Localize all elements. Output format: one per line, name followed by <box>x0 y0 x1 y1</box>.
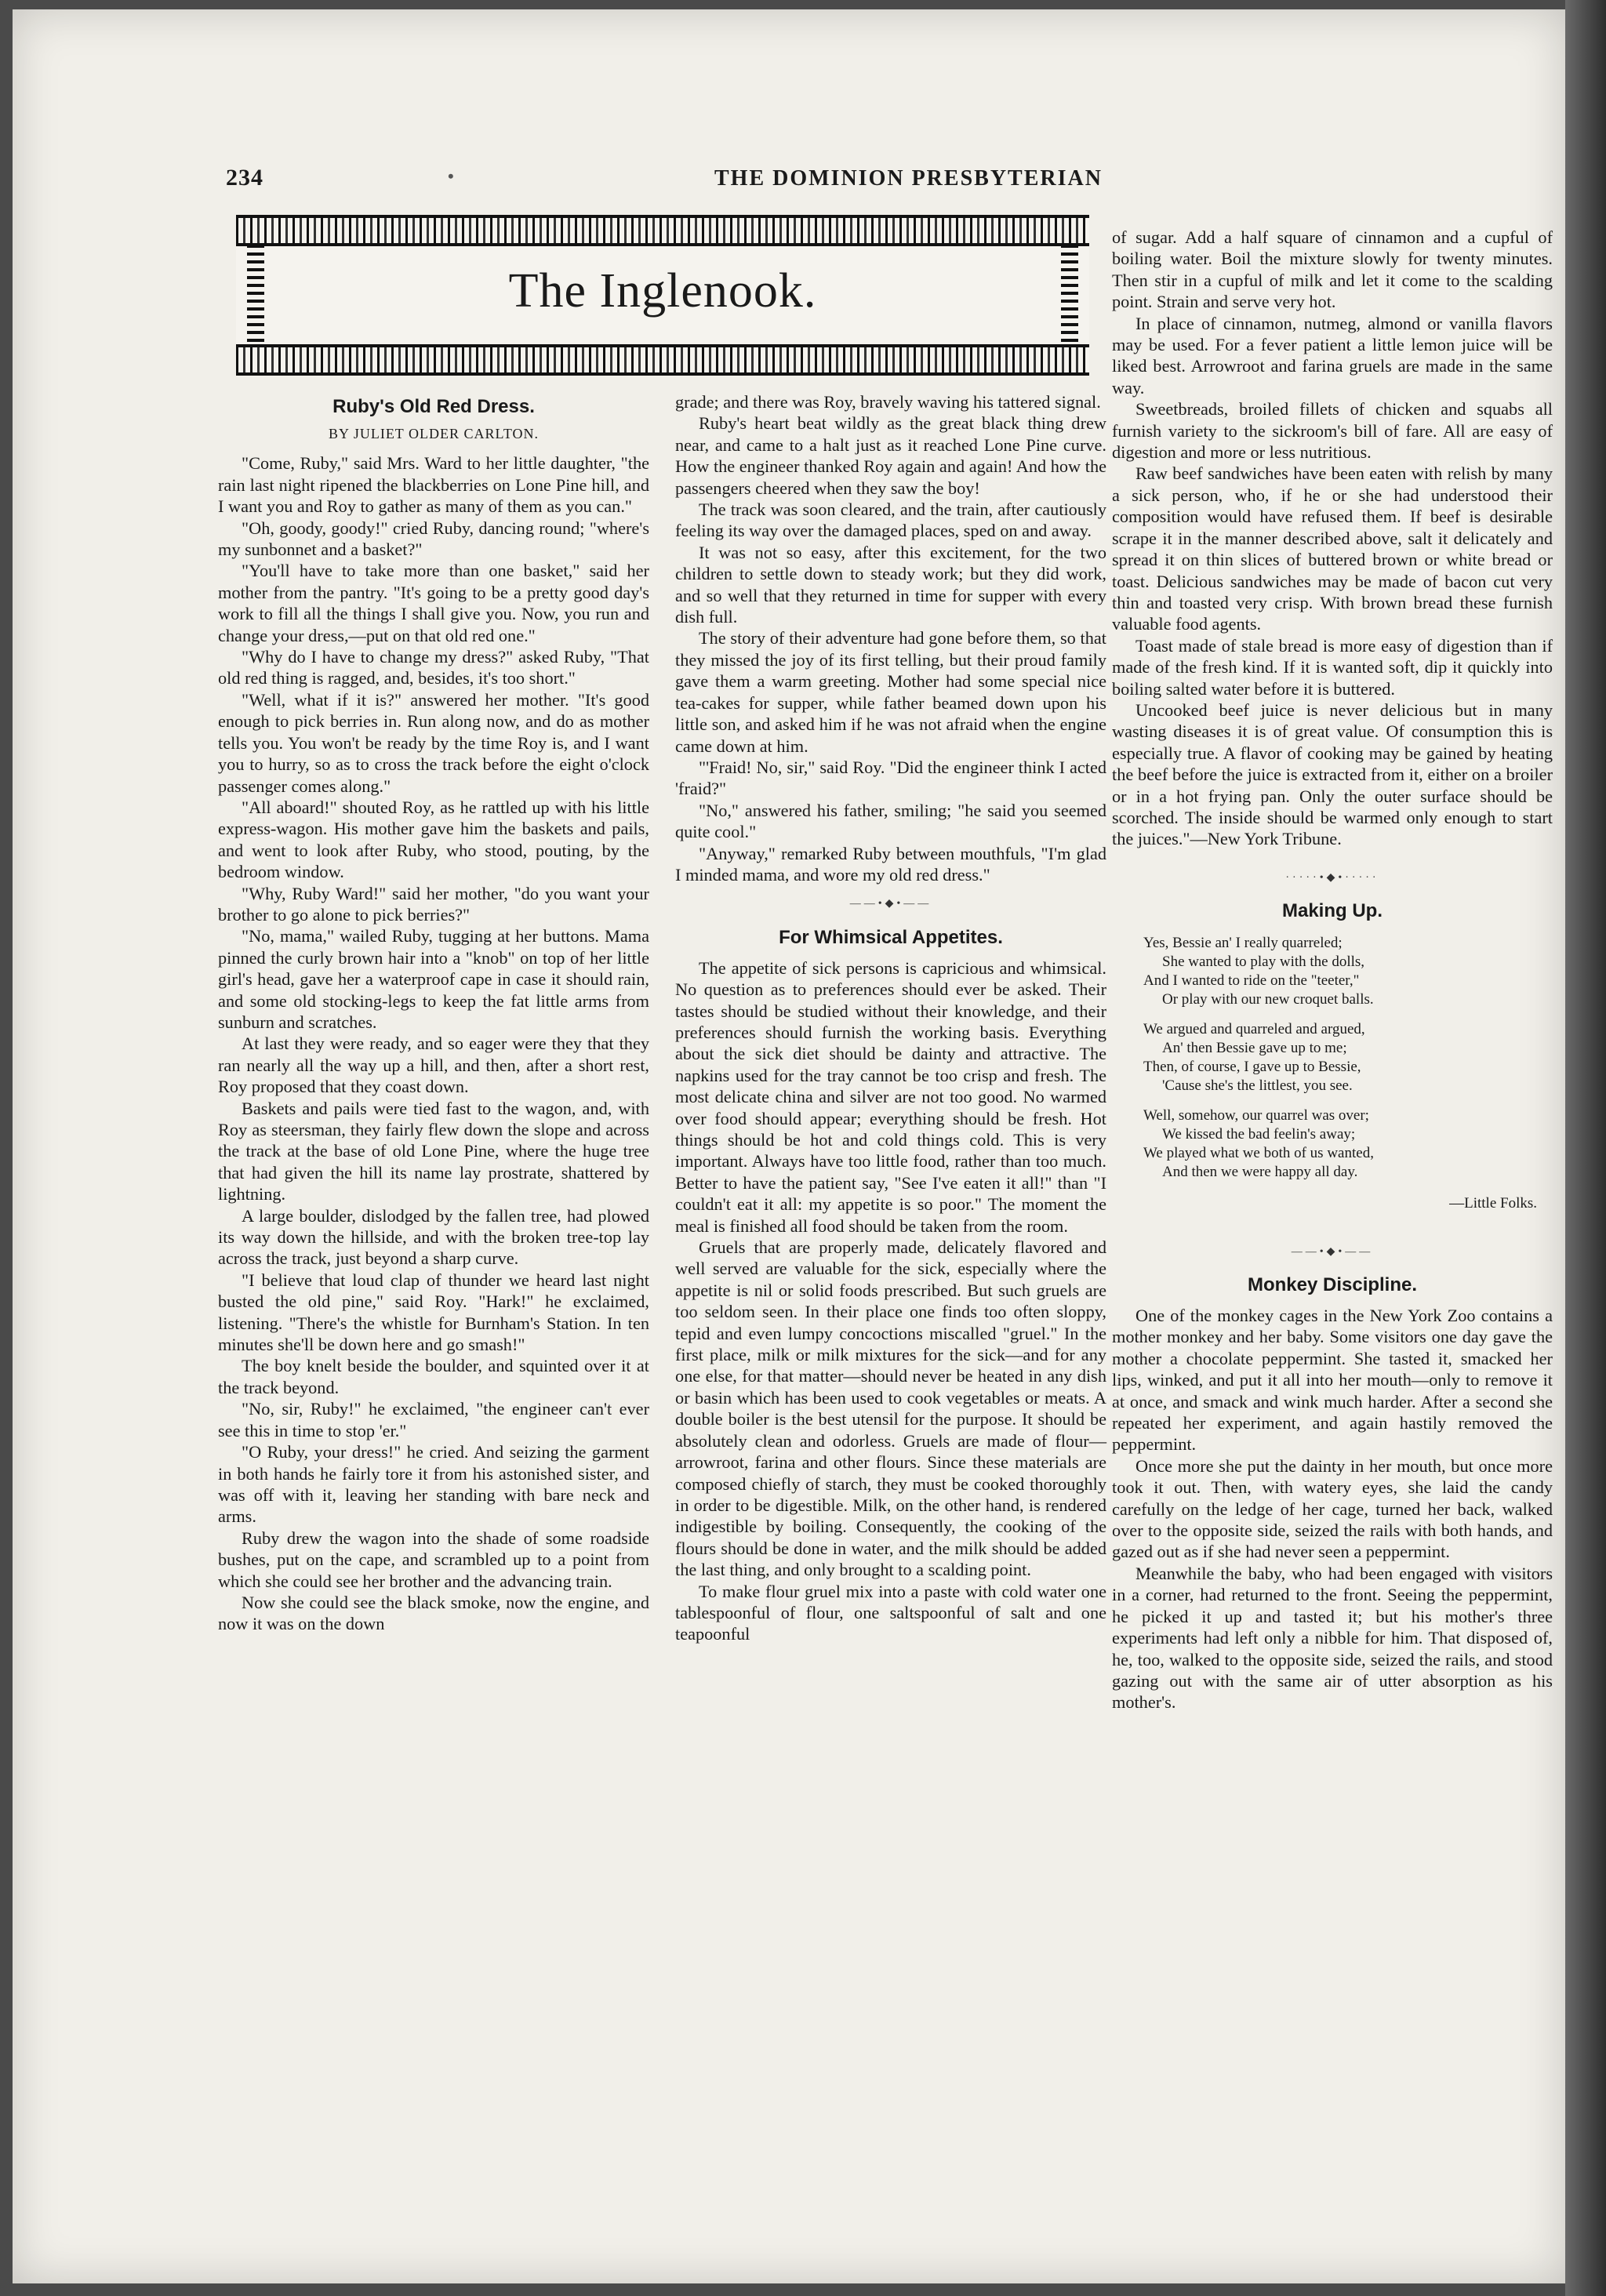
paragraph: The appetite of sick persons is capricious and whimsical. No question as to preferences should ever be asked. Their tastes should be studied without their knowledge, and their preferences should furnish the working basis. Everything about the sick diet should be dainty and attractive. The napkins used for the tray cannot be too crisp and fresh. The most delicate china and silver are not too good. No warmed over food should appear; everything should be fresh. Hot things should be hot and cold things cold. This is very important. Always have too little food, rather than too much. Better to have the patient say, "See I've eaten it all!" than "I couldn't eat it all: my appetite is so poor." The moment the meal is finished all food should be taken from the room. <box>675 957 1106 1236</box>
section-divider: ——•◆•—— <box>1291 1245 1374 1258</box>
page-edge-shadow <box>1565 0 1606 2296</box>
paragraph: "You'll have to take more than one basket," said her mother from the pantry. "It's going to be a pretty good day's work to fill all the things I shall give you. Now, you run and change your dress,—put on that old red one." <box>218 561 649 645</box>
paragraph: Raw beef sandwiches have been eaten with relish by many a sick person, who, if he or she had understood their composition would have refused them. If beef is desirable scrape it in the manner described above, salt it delicately and spread it on thin slices of buttered brown or white bread or toast. Delicious sandwiches may be made of bacon cut very thin and toasted very crisp. With brown bread these furnish valuable food agents. <box>1112 463 1553 634</box>
paragraph: Gruels that are properly made, delicately flavored and well served are valuable for the sick, especially where the appetite is nil or solid foods prescribed. But such gruels are too seldom seen. In their place one finds too often sloppy, tepid and even lumpy concoctions miscalled "gruel." In the first place, milk or milk mixtures for the sick—and for any one else, for that matter—should never be heated in any dish or basin which has been used to cook vegetables or meats. A double boiler is the best utensil for the purpose. It should be absolutely clean and odorless. Gruels are made of flour—arrowroot, farina and other flours. Since these materials are composed chiefly of starch, they must be cooked thoroughly in order to be digestible. Milk, on the other hand, is rendered indigestible by boiling. Consequently, the cooking of the flours should be done in water, and the milk should be added the last thing, and only brought to a scalding point. <box>675 1237 1106 1580</box>
article-title-monkey-discipline: Monkey Discipline. <box>1247 1274 1418 1295</box>
poem-line: Or play with our new croquet balls. <box>1162 991 1374 1008</box>
article-body-continued <box>675 391 1106 885</box>
column-3 <box>1112 227 1553 1713</box>
column-1 <box>218 395 649 1635</box>
paragraph: "O Ruby, your dress!" he cried. And seizing the garment in both hands he fairly tore it from his astonished sister, and was off with it, leaving her standing with bare neck and arms. <box>218 1442 649 1527</box>
page-header <box>13 165 1581 196</box>
paragraph: "No," answered his father, smiling; "he said you seemed quite cool." <box>675 800 1106 842</box>
article-body-appetites-continued <box>1112 227 1553 850</box>
paragraph: One of the monkey cages in the New York Zoo contains a mother monkey and her baby. Some visitors one day gave the mother a chocolate peppermint. She tasted it, smacked her lips, winked, and put it all into her mouth—only to remove it at once, and smack and wink much harder. After a second she repeated her experiment, and again hastily removed the peppermint. <box>1112 1306 1553 1455</box>
column-2 <box>675 391 1106 1645</box>
paragraph: A large boulder, dislodged by the fallen tree, had plowed its way down the hillside, and with the broken tree-top lay across the track, just beyond a sharp curve. <box>218 1205 649 1269</box>
paragraph: of sugar. Add a half square of cinnamon and a cupful of boiling water. Boil the mixture slowly for twenty minutes. Then stir in a cupful of milk and let it come to the scalding point. Strain and serve very hot. <box>1112 227 1553 312</box>
article-body <box>218 452 649 1634</box>
paragraph: "Anyway," remarked Ruby between mouthfuls, "I'm glad I minded mama, and wore my old red dress." <box>675 843 1106 885</box>
paragraph: "No, mama," wailed Ruby, tugging at her buttons. Mama pinned the curly brown hair into a "knob" on top of her little girl's head, gave her a waterproof cape in case it should rain, and some old stocking-legs to keep the fat little arms from sunburn and scratches. <box>218 926 649 1032</box>
poem-line: We played what we both of us wanted, <box>1143 1145 1374 1162</box>
paragraph: Now she could see the black smoke, now the engine, and now it was on the down <box>218 1592 649 1634</box>
paragraph: The story of their adventure had gone before them, so that they missed the joy of its first telling, but their proud family gave them a warm greeting. Mother had some special nice tea-cakes for supper, while father beamed down upon his little son, and asked him if he was not afraid when the engine came down at him. <box>675 628 1106 756</box>
paragraph: In place of cinnamon, nutmeg, almond or vanilla flavors may be used. For a fever patient a little lemon juice will be liked best. Arrowroot and farina gruels are made in the same way. <box>1112 313 1553 398</box>
paragraph: Baskets and pails were tied fast to the wagon, and, with Roy as steersman, they fairly flew down the slope and across the track at the base of old Lone Pine, where the huge tree that had given the hill its name lay prostrate, shattered by lightning. <box>218 1098 649 1204</box>
section-divider: ·····•◆•····· <box>1285 871 1379 884</box>
poem-line: Well, somehow, our quarrel was over; <box>1143 1107 1369 1124</box>
paragraph: "Why, Ruby Ward!" said her mother, "do you want your brother to go alone to pick berries?" <box>218 883 649 925</box>
poem-line: And I wanted to ride on the "teeter," <box>1143 972 1360 990</box>
ornamental-border-top <box>236 215 1089 246</box>
article-byline: BY JULIET OLDER CARLTON. <box>328 426 539 441</box>
poem-title-making-up: Making Up. <box>1281 900 1383 922</box>
paragraph: "I believe that loud clap of thunder we heard last night busted the old pine," said Roy. "Hark!" he exclaimed, listening. "There's the whistle for Burnham's Station. In ten minutes she'll be down here and go smash!" <box>218 1270 649 1355</box>
article-title-rubys-old-red-dress: Ruby's Old Red Dress. <box>332 396 535 417</box>
section-banner <box>236 215 1089 376</box>
journal-title: THE DOMINION PRESBYTERIAN <box>714 166 1103 191</box>
paragraph: The boy knelt beside the boulder, and squinted over it at the track beyond. <box>218 1356 649 1397</box>
paragraph: Toast made of stale bread is more easy of digestion than if made of the fresh kind. If it is wanted soft, dip it quickly into boiling salted water before it is buttered. <box>1112 635 1553 699</box>
poem-stanza <box>1143 1106 1553 1182</box>
paragraph: "'Fraid! No, sir," said Roy. "Did the engineer think I acted 'fraid?" <box>675 757 1106 799</box>
poem-line: She wanted to play with the dolls, <box>1162 954 1365 971</box>
header-dot: • <box>448 166 454 186</box>
paragraph: The track was soon cleared, and the train, after cautiously feeling its way over the damaged places, sped on and away. <box>675 500 1106 541</box>
poem-stanza <box>1143 1020 1553 1095</box>
article-body-appetites <box>675 957 1106 1645</box>
poem-line: We argued and quarreled and argued, <box>1143 1021 1365 1038</box>
poem-line: We kissed the bad feelin's away; <box>1162 1126 1356 1143</box>
paragraph: Ruby's heart beat wildly as the great black thing drew near, and came to a halt just as it reached Lone Pine curve. How the engineer thanked Roy again and again! And how the passengers cheered when they saw the boy! <box>675 413 1106 498</box>
paragraph: grade; and there was Roy, bravely waving his tattered signal. <box>675 392 1101 412</box>
paragraph: "Well, what if it is?" answered her mother. "It's good enough to pick berries in. Run along now, and do as mother tells you. You won't be ready by the time Roy is, and I want you to hurry, so as to cross the track before the eight o'clock passenger comes along." <box>218 689 649 796</box>
poem-line: And then we were happy all day. <box>1162 1164 1358 1181</box>
article-body-monkey <box>1112 1305 1553 1713</box>
paragraph: "Oh, goody, goody!" cried Ruby, dancing round; "where's my sunbonnet and a basket?" <box>218 518 649 560</box>
poem-line: Then, of course, I gave up to Bessie, <box>1143 1059 1361 1076</box>
paragraph: To make flour gruel mix into a paste with cold water one tablespoonful of flour, one saltspoonful of salt and one teapoonful <box>675 1581 1106 1644</box>
poem-stanza <box>1143 934 1553 1009</box>
newspaper-page <box>13 9 1565 2283</box>
poem-line: An' then Bessie gave up to me; <box>1162 1040 1347 1057</box>
paragraph: "Come, Ruby," said Mrs. Ward to her little daughter, "the rain last night ripened the blackberries on Lone Pine hill, and I want you and Roy to gather as many of them as you can." <box>218 453 649 517</box>
ornamental-border-bottom <box>236 344 1089 376</box>
poem-credit: —Little Folks. <box>1449 1195 1537 1212</box>
paragraph: Ruby drew the wagon into the shade of some roadside bushes, put on the cape, and scrambled up to a point from which she could see her brother and the advancing train. <box>218 1528 649 1591</box>
paragraph: "Why do I have to change my dress?" asked Ruby, "That old red thing is ragged, and, besides, it's too short." <box>218 647 649 688</box>
paragraph: Sweetbreads, broiled fillets of chicken and squabs all furnish variety to the sickroom's bill of fare. All are easy of digestion and more or less nutritious. <box>1112 399 1553 463</box>
paragraph: Uncooked beef juice is never delicious but in many wasting diseases it is of great value. Of consumption this is especially true. A flavor of cooking may be gained by heating the beef before the juice is extracted from it, either on a broiler or in a hot frying pan. Only the outer surface should be scorched. The inside should be warmed only enough to start the juices."—New York Tribune. <box>1112 699 1553 849</box>
paragraph: It was not so easy, after this excitement, for the two children to settle down to steady work; but they did work, and so well that they returned in time for supper with every dish full. <box>675 542 1106 627</box>
page-number: 234 <box>226 165 263 191</box>
section-title: The Inglenook. <box>508 264 817 318</box>
paragraph: "All aboard!" shouted Roy, as he rattled up with his little express-wagon. His mother gave him the baskets and pails, and went to look after Ruby, who stood, pouting, by the bedroom window. <box>218 797 649 882</box>
paragraph: Once more she put the dainty in her mouth, but once more took it out. Then, with watery eyes, she laid the candy carefully on the ledge of her cage, turned her back, walked over to the opposite side, seized the rails with both hands, and gazed out as if she had never seen a peppermint. <box>1112 1455 1553 1562</box>
article-title-whimsical-appetites: For Whimsical Appetites. <box>779 926 1003 948</box>
poem-line: Yes, Bessie an' I really quarreled; <box>1143 935 1343 952</box>
poem-line: 'Cause she's the littlest, you see. <box>1162 1077 1353 1095</box>
poem-making-up <box>1143 934 1553 1182</box>
paragraph: "No, sir, Ruby!" he exclaimed, "the engineer can't ever see this in time to stop 'er." <box>218 1399 649 1440</box>
section-divider: ——•◆•—— <box>849 898 932 910</box>
paragraph: At last they were ready, and so eager were they that they ran nearly all the way up a hill, and then, after a short rest, Roy proposed that they coast down. <box>218 1034 649 1097</box>
paragraph: Meanwhile the baby, who had been engaged with visitors in a corner, had returned to the front. Seeing the peppermint, he picked it up and tasted it; but his mother's three experiments had left only a nibble for him. That disposed of, he, too, walked to the opposite side, seized the rails, and stood gazing out with the same air of utter absorption as his mother's. <box>1112 1563 1553 1713</box>
